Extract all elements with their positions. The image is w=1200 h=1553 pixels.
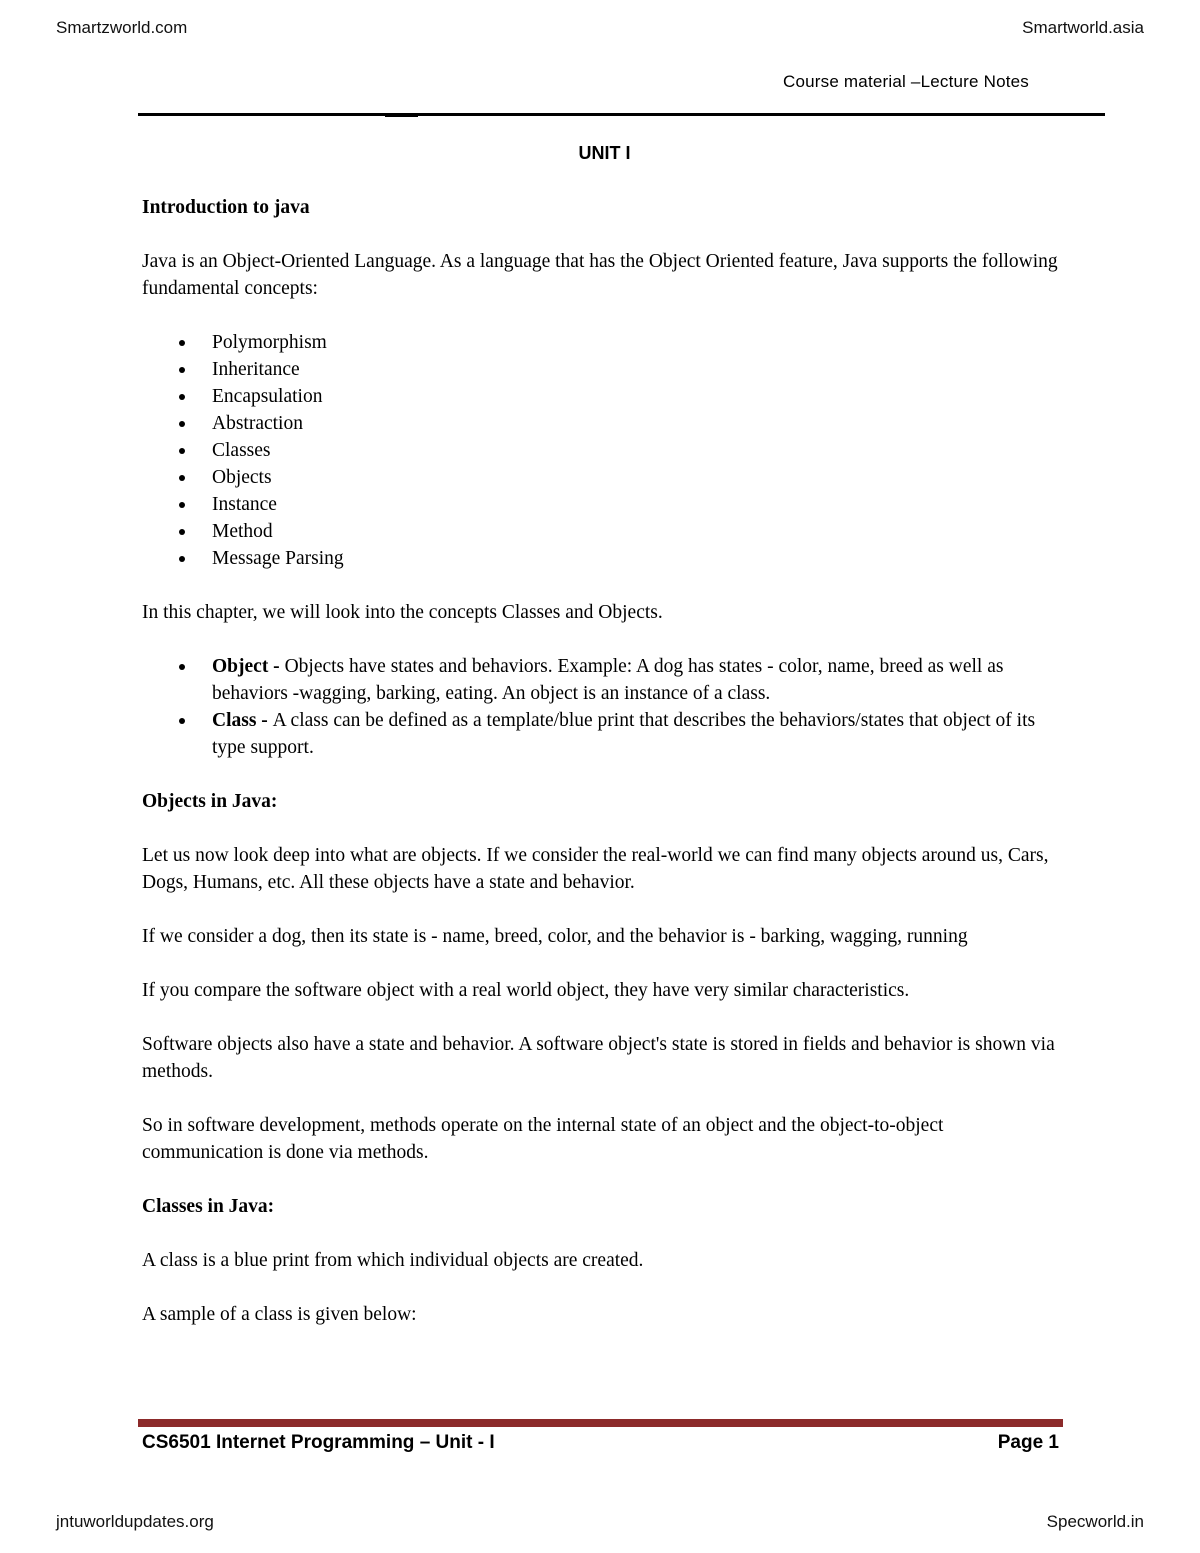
watermark-top-right: Smartworld.asia (1022, 18, 1144, 37)
objects-paragraph: If you compare the software object with a real world object, they have very similar characteristics. (142, 980, 910, 1001)
definition-term: Object - (212, 656, 285, 677)
header-rule (138, 113, 1105, 116)
chapter-note: In this chapter, we will look into the concepts Classes and Objects. (142, 602, 663, 623)
definition-text: A class can be defined as a template/blue print that describes the behaviors/states that object of its type support. (212, 710, 1036, 758)
classes-paragraph: A sample of a class is given below: (142, 1304, 417, 1325)
list-item: Abstraction (212, 410, 1067, 437)
list-item: Objects (212, 464, 1067, 491)
objects-heading: Objects in Java: (142, 791, 278, 812)
list-item: Method (212, 518, 1067, 545)
footer-page-number: Page 1 (997, 1432, 1059, 1453)
header-rule-mark (385, 113, 418, 117)
definition-term: Class - (212, 710, 273, 731)
footer-course-label: CS6501 Internet Programming – Unit - I (142, 1432, 495, 1453)
objects-paragraph: Software objects also have a state and behavior. A software object's state is stored in fields and behavior is shown via methods. (142, 1034, 1055, 1082)
intro-heading: Introduction to java (142, 197, 310, 218)
definitions-list (142, 653, 1067, 761)
footer-bar (138, 1419, 1063, 1427)
watermark-bottom-right: Specworld.in (1046, 1512, 1144, 1531)
definition-object (212, 653, 1067, 707)
objects-paragraph: If we consider a dog, then its state is - name, breed, color, and the behavior is - barking, wagging, running (142, 926, 968, 947)
watermark-top-left: Smartzworld.com (56, 18, 188, 37)
intro-paragraph: Java is an Object-Oriented Language. As a language that has the Object Oriented feature, Java supports the following fundamental concepts: (142, 251, 1058, 299)
page-content (142, 140, 1067, 1355)
definition-class (212, 707, 1067, 761)
objects-paragraph: Let us now look deep into what are objects. If we consider the real-world we can find many objects around us, Cars, Dogs, Humans, etc. All these objects have a state and behavior. (142, 845, 1049, 893)
list-item: Message Parsing (212, 545, 1067, 572)
list-item: Encapsulation (212, 383, 1067, 410)
course-material-label: Course material –Lecture Notes (783, 72, 1030, 91)
list-item: Inheritance (212, 356, 1067, 383)
list-item: Instance (212, 491, 1067, 518)
concepts-list (142, 329, 1067, 572)
list-item: Classes (212, 437, 1067, 464)
classes-paragraph: A class is a blue print from which individual objects are created. (142, 1250, 644, 1271)
watermark-bottom-left: jntuworldupdates.org (56, 1512, 214, 1531)
definition-text: Objects have states and behaviors. Example: A dog has states - color, name, breed as well as behaviors -wagging, barking, eating. An object is an instance of a class. (212, 656, 1004, 704)
objects-paragraph: So in software development, methods operate on the internal state of an object and the object-to-object communication is done via methods. (142, 1115, 944, 1163)
unit-title: UNIT I (578, 143, 631, 163)
list-item: Polymorphism (212, 329, 1067, 356)
classes-heading: Classes in Java: (142, 1196, 275, 1217)
